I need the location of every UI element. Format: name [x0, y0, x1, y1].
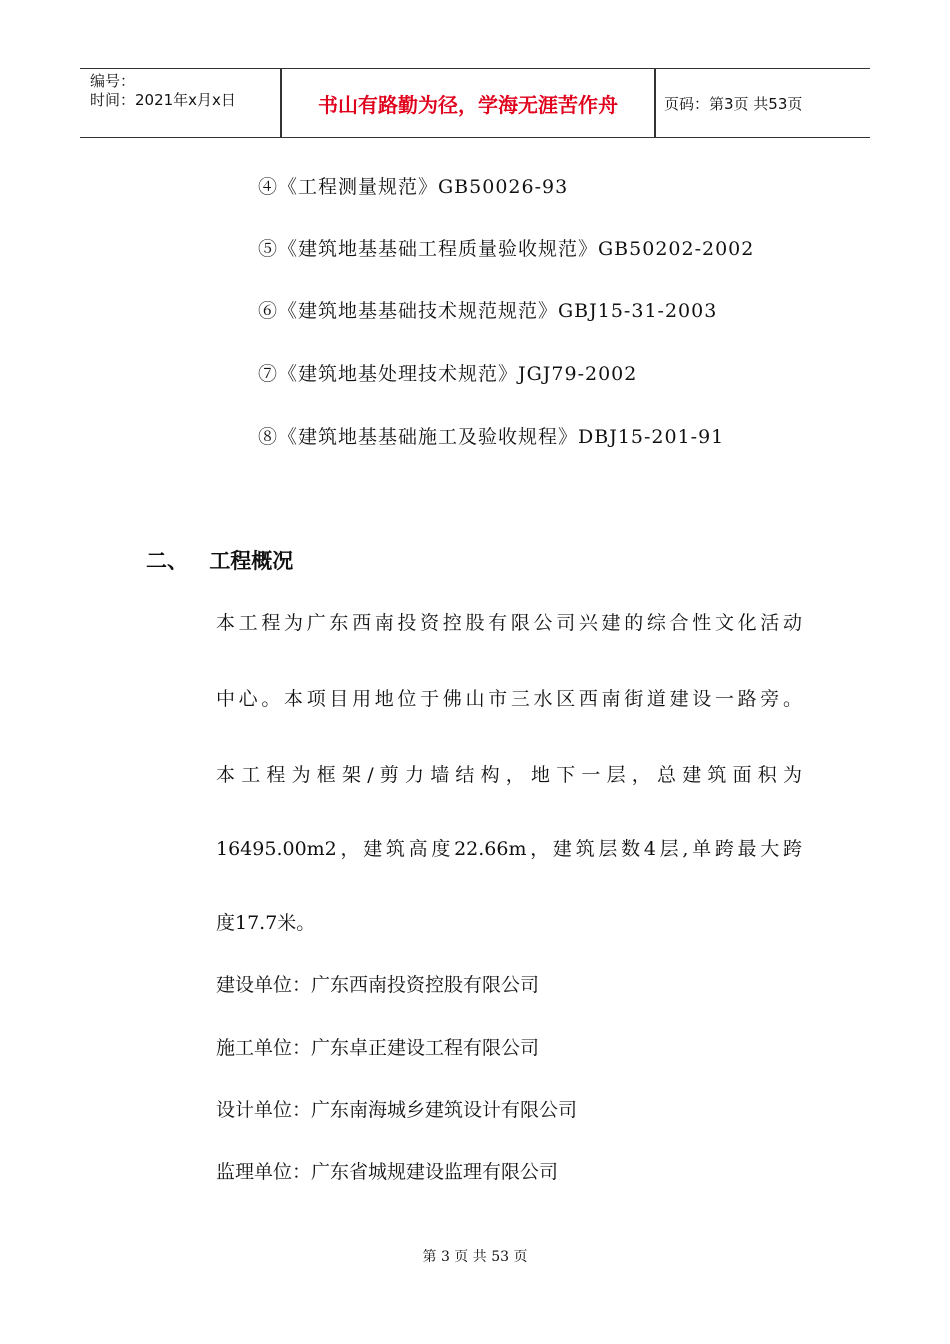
header-divider: [654, 69, 656, 137]
body-paragraph-line: 本工程为框架/剪力墙结构，地下一层，总建筑面积为: [216, 764, 802, 786]
document-number-label: 编号：: [90, 72, 136, 90]
body-paragraph-line: 度17.7米。: [216, 912, 316, 934]
section-number: 二、: [146, 549, 188, 573]
body-paragraph-line: 中心。本项目用地位于佛山市三水区西南街道建设一路旁。: [216, 688, 802, 710]
page-header: [80, 68, 870, 138]
project-unit-line: 施工单位：广东卓正建设工程有限公司: [216, 1037, 540, 1059]
document-time-label: 时间：2021年x月x日: [90, 91, 236, 109]
body-paragraph-line: 本工程为广东西南投资控股有限公司兴建的综合性文化活动: [216, 612, 802, 634]
body-paragraph-line: 16495.00m2，建筑高度22.66m，建筑层数4层,单跨最大跨: [216, 838, 802, 860]
section-heading: [146, 545, 293, 575]
header-page-info: 页码：第3页 共53页: [664, 94, 803, 113]
reference-item: ⑤《建筑地基基础工程质量验收规范》GB50202-2002: [258, 238, 755, 260]
header-left-cell: [80, 69, 280, 137]
reference-item: ⑦《建筑地基处理技术规范》JGJ79-2002: [258, 363, 638, 385]
project-unit-line: 建设单位：广东西南投资控股有限公司: [216, 974, 540, 996]
project-unit-line: 监理单位：广东省城规建设监理有限公司: [216, 1161, 559, 1183]
reference-item: ④《工程测量规范》GB50026-93: [258, 176, 569, 198]
section-title: 工程概况: [209, 549, 294, 573]
reference-item: ⑧《建筑地基基础施工及验收规程》DBJ15-201-91: [258, 426, 725, 448]
page-footer: 第 3 页 共 53 页: [422, 1249, 528, 1265]
project-unit-line: 设计单位：广东南海城乡建筑设计有限公司: [216, 1099, 578, 1121]
reference-item: ⑥《建筑地基基础技术规范规范》GBJ15-31-2003: [258, 300, 718, 322]
header-motto: 书山有路勤为径，学海无涯苦作舟: [318, 92, 618, 117]
